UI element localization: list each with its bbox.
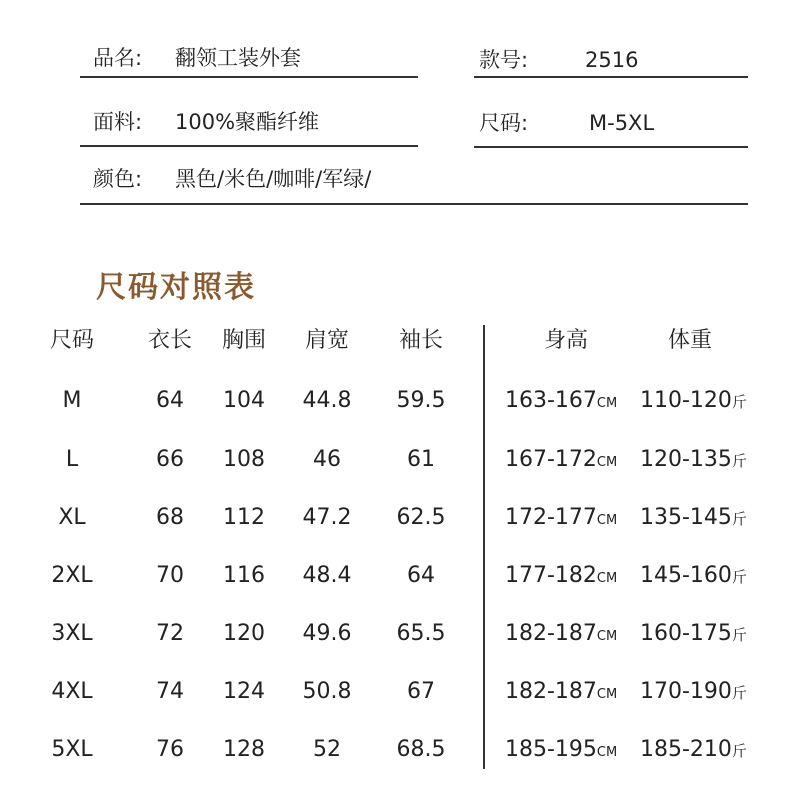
cell-shoulder: 52 [313,737,341,762]
table-divider [483,325,485,769]
cell-length: 68 [156,505,184,530]
height-value: 182-187 [505,679,597,704]
header-chest: 胸围 [221,328,266,353]
color-row [93,167,372,191]
fabric-row [93,110,320,134]
cell-shoulder: 47.2 [302,505,352,530]
cell-sleeve: 59.5 [396,388,446,413]
fabric-label: 面料: [93,110,143,134]
cell-shoulder: 48.4 [302,563,352,588]
cell-size: 5XL [51,737,93,762]
cell-chest: 128 [223,737,265,762]
cell-chest: 120 [223,621,265,646]
cell-height [505,563,617,592]
weight-unit: 斤 [731,510,747,528]
header-sleeve: 袖长 [398,328,443,353]
color-label: 颜色: [93,167,143,191]
cell-sleeve: 62.5 [396,505,446,530]
weight-value: 120-135 [640,447,732,472]
height-unit: CM [596,396,618,411]
cell-shoulder: 46 [313,447,341,472]
model-rule [474,76,748,78]
cell-sleeve: 61 [407,447,435,472]
header-length: 衣长 [147,328,192,353]
cell-sleeve: 64 [407,563,435,588]
size-range-value: M-5XL [589,111,655,135]
cell-height [505,679,617,708]
height-unit: CM [596,455,618,470]
weight-unit: 斤 [731,452,747,470]
height-value: 182-187 [505,621,597,646]
model-label: 款号: [479,48,529,72]
cell-weight [640,388,747,415]
cell-sleeve: 65.5 [396,621,446,646]
cell-length: 72 [156,621,184,646]
cell-size: XL [58,505,86,530]
product-name-row [93,46,301,70]
size-range-label: 尺码: [479,111,529,135]
weight-value: 135-145 [640,505,732,530]
height-unit: CM [596,629,618,644]
weight-unit: 斤 [731,568,747,586]
cell-height [505,737,617,766]
weight-value: 145-160 [640,563,732,588]
cell-length: 76 [156,737,184,762]
cell-shoulder: 50.8 [302,679,352,704]
cell-length: 64 [156,388,184,413]
cell-height [505,388,617,417]
cell-weight [640,505,747,532]
header-shoulder: 肩宽 [304,328,349,353]
size-range-rule [474,146,748,148]
weight-value: 185-210 [640,737,732,762]
product-name-value: 翻领工装外套 [175,46,301,70]
header-size: 尺码 [49,328,94,353]
fabric-value: 100%聚酯纤维 [175,110,320,134]
size-range-row [479,111,655,135]
height-unit: CM [596,571,618,586]
weight-unit: 斤 [731,742,747,760]
weight-unit: 斤 [731,626,747,644]
height-value: 167-172 [505,447,597,472]
height-value: 177-182 [505,563,597,588]
weight-unit: 斤 [731,393,747,411]
cell-height [505,621,617,650]
weight-unit: 斤 [731,684,747,702]
cell-chest: 124 [223,679,265,704]
cell-weight [640,679,747,706]
cell-shoulder: 49.6 [302,621,352,646]
header-height: 身高 [543,328,588,353]
product-name-label: 品名: [93,46,143,70]
cell-sleeve: 67 [407,679,435,704]
cell-weight [640,621,747,648]
cell-height [505,447,617,476]
cell-size: 2XL [51,563,93,588]
height-value: 185-195 [505,737,597,762]
cell-sleeve: 68.5 [396,737,446,762]
color-value: 黑色/米色/咖啡/军绿/ [175,167,372,191]
header-weight: 体重 [667,328,712,353]
height-value: 172-177 [505,505,597,530]
cell-chest: 104 [223,388,265,413]
color-rule [80,203,748,205]
cell-chest: 112 [223,505,265,530]
cell-weight [640,447,747,474]
cell-size: L [65,447,79,472]
weight-value: 160-175 [640,621,732,646]
cell-height [505,505,617,534]
cell-size: M [62,388,82,413]
cell-chest: 116 [223,563,265,588]
cell-size: 3XL [51,621,93,646]
cell-chest: 108 [223,447,265,472]
cell-shoulder: 44.8 [302,388,352,413]
weight-value: 110-120 [640,388,732,413]
model-row [479,48,639,72]
cell-length: 70 [156,563,184,588]
cell-length: 66 [156,447,184,472]
cell-size: 4XL [51,679,93,704]
cell-length: 74 [156,679,184,704]
weight-value: 170-190 [640,679,732,704]
height-unit: CM [596,513,618,528]
size-chart-title: 尺码对照表 [96,270,256,305]
cell-weight [640,737,747,764]
product-name-rule [80,76,418,78]
height-unit: CM [596,745,618,760]
cell-weight [640,563,747,590]
height-value: 163-167 [505,388,597,413]
model-value: 2516 [585,48,639,72]
fabric-rule [80,145,418,147]
height-unit: CM [596,687,618,702]
